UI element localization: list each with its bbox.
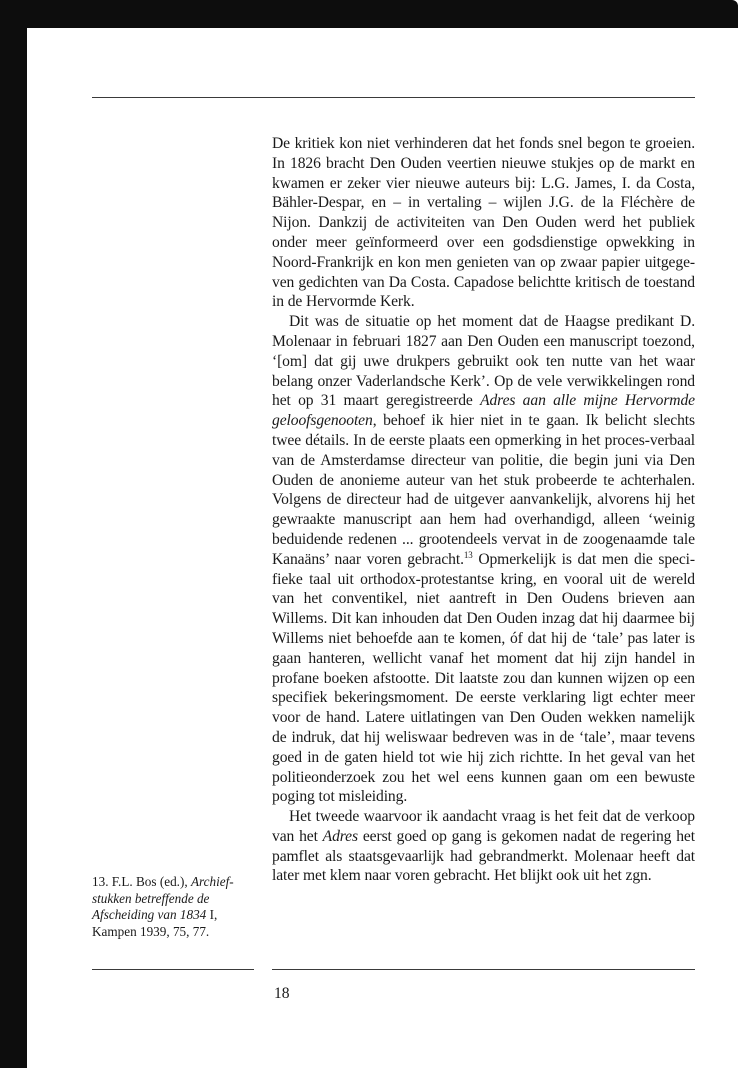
scan-border-corner	[27, 28, 41, 42]
paragraph-3-text-b: eerst goed op gang is gekomen nadat de regering het pamflet als staatsgevaarlijk had gebrandmerkt. Molenaar heeft dat later met klem naar voren gebracht. Het blijkt ook uit het zgn.	[272, 827, 695, 885]
scan-border-left	[0, 0, 27, 1068]
footer-rule-left	[92, 969, 254, 970]
paragraph-2-text-c: Opmerkelijk is dat men die speci-fieke taal uit orthodox-protestantse kring, en vooral uit de wereld van het conventikel, niet aantreft in Den Oudens brieven aan Willems. Dit kan inhouden dat Den Ouden inzag dat hij daarmee bij Willems niet behoefde aan te komen, óf dat hij de ‘tale’ pas later is gaan hanteren, wellicht vanaf het moment dat hij zijn handel in profane boeken afstootte. Dit laatste zou dan kunnen wijzen op een specifiek bekeringsmoment. De eerste verklaring ligt echter meer voor de hand. Latere uitlatingen van Den Ouden wekken namelijk de indruk, dat hij weliswaar bedreven was in de ‘tale’, maar tevens goed in de gaten hield tot wie hij zich richtte. In het geval van het politieonderzoek zou het wel eens kunnen gaan om een bewuste poging tot misleiding.	[272, 550, 695, 806]
footnote-reference: 13	[463, 549, 473, 560]
paragraph-3-title: Adres	[322, 827, 358, 845]
header-rule	[92, 97, 695, 98]
scan-border-top	[0, 0, 738, 28]
paragraph-1: De kritiek kon niet verhinderen dat het fonds snel begon te groeien. In 1826 bracht Den Ouden veertien nieuwe stukjes op de markt en kwamen er zeker vier nieuwe auteurs bij: L.G. James, I. da Costa, Bähler-Despar, en – in vertaling – wijlen J.G. de la Fléchère de Nijon. Dankzij de activiteiten van Den Ouden werd het publiek onder meer geïnformeerd over een godsdienstige opwekking in Noord-Frankrijk en kon men genieten van op zwaar papier uitgege-ven gedichten van Da Costa. Capadose belichtte kritisch de toestand in de Hervormde Kerk.	[272, 135, 695, 311]
footnote-13	[92, 874, 252, 940]
paragraph-2-text-a: Dit was de situatie op het moment dat de Haagse predikant D. Molenaar in februari 1827 aan Den Ouden een manuscript toezond, ‘[om] dat gij uwe drukpers gebruikt ook ten nutte van het waar belang onzer Vaderlandsche Kerk’. Op de vele verwikkelingen rond het op 31 maart geregistreerde	[272, 313, 695, 410]
footer-rule-right	[272, 969, 695, 970]
paragraph-2-text-b: , behoef ik hier niet in te gaan. Ik belicht slechts twee détails. In de eerste plaats een opmerking in het proces-verbaal van de Amsterdamse directeur van politie, die begin juni via Den Ouden de anonieme auteur van het stuk probeerde te achterhalen. Volgens de directeur had de uitgever aanvankelijk, alvorens hij het gewraakte manuscript aan hem had overhandigd, alleen ‘weinig beduidende redenen ... grootendeels vervat in de zoogenaamde tale Kanaäns’ naar voren gebracht.	[272, 412, 695, 568]
footnote-suffix: I, Kampen 1939, 75, 77.	[92, 907, 218, 939]
paragraph-3	[272, 807, 695, 886]
footnote-title: Archief-stukken betreffende de Afscheiding van 1834	[92, 874, 234, 923]
paragraph-2-title: Adres aan alle mijne Hervormde geloofsgenooten	[272, 392, 695, 430]
body-text	[272, 134, 695, 886]
footnote-prefix: 13. F.L. Bos (ed.),	[92, 874, 191, 889]
page-number: 18	[274, 985, 290, 1002]
paragraph-3-text-a: Het tweede waarvoor ik aandacht vraag is het feit dat de verkoop van het	[272, 808, 695, 845]
paragraph-2	[272, 312, 695, 807]
